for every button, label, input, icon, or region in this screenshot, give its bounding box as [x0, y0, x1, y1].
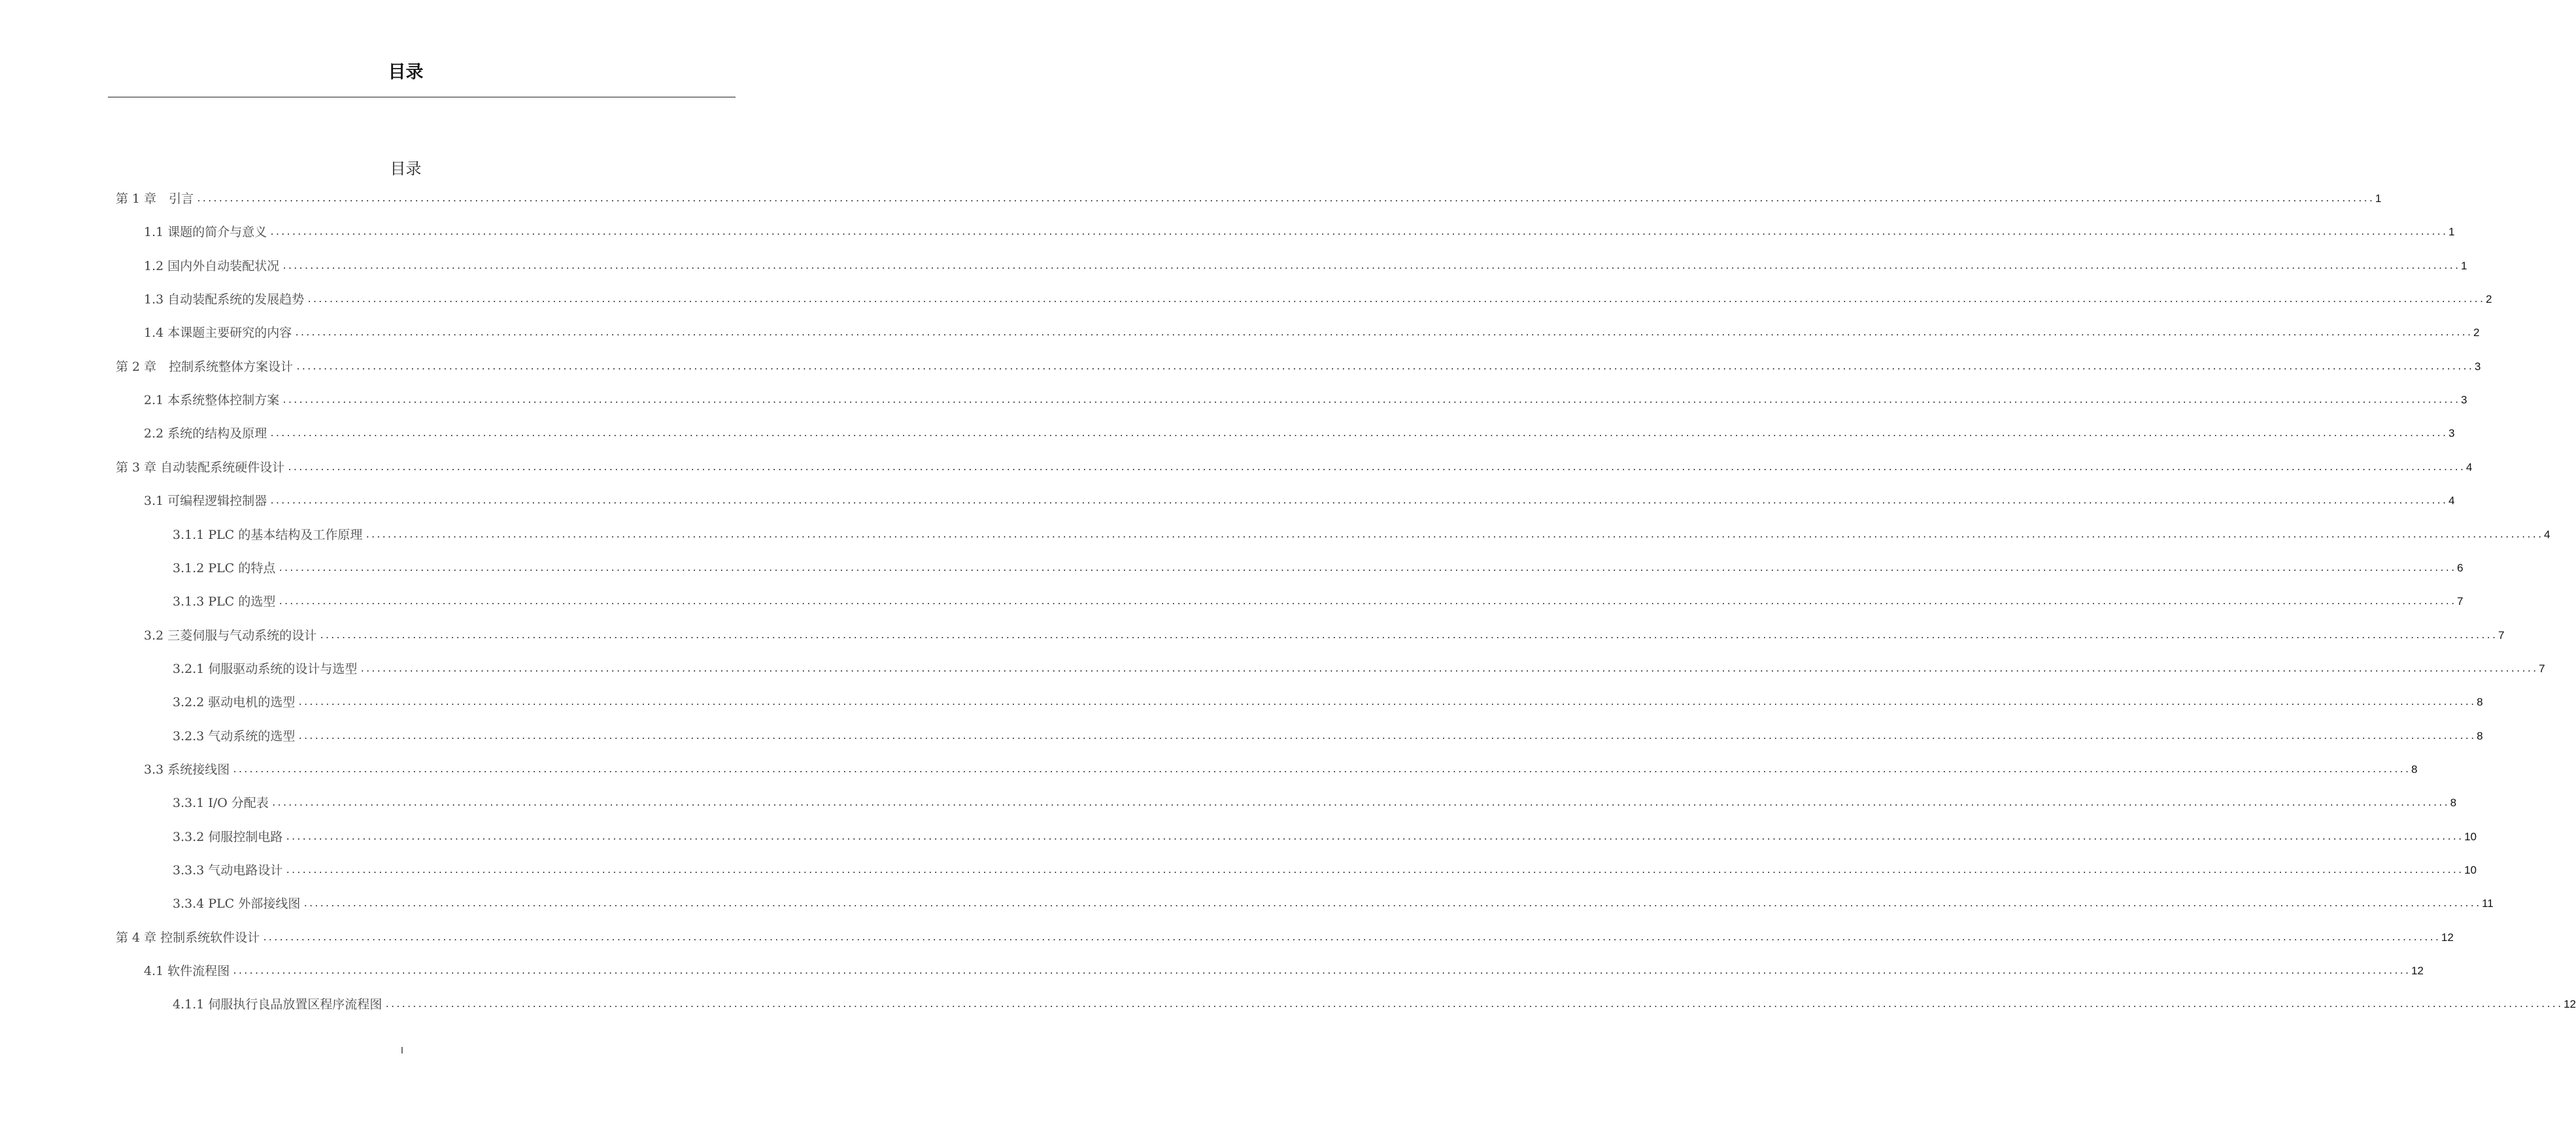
- toc-entry-label: 3.3.3 气动电路设计: [173, 863, 283, 878]
- toc-entry-page-number: 7: [2457, 595, 2464, 608]
- toc-entry[interactable]: [173, 793, 2457, 813]
- toc-entry[interactable]: [144, 390, 2467, 410]
- toc-dot-leader: ................................................................................................................................................................................................................................................................................................................................................................................................................: [303, 899, 2481, 910]
- toc-dot-leader: ................................................................................................................................................................................................................................................................................................................................................................................................................: [269, 228, 2447, 238]
- toc-dot-leader: ................................................................................................................................................................................................................................................................................................................................................................................................................: [271, 798, 2449, 809]
- toc-entry-label: 3.1.2 PLC 的特点: [173, 560, 276, 575]
- toc-dot-leader: ................................................................................................................................................................................................................................................................................................................................................................................................................: [294, 328, 2472, 339]
- toc-entry[interactable]: [144, 424, 2455, 443]
- toc-dot-leader: ................................................................................................................................................................................................................................................................................................................................................................................................................: [196, 194, 2374, 204]
- toc-entry-page-number: 10: [2464, 830, 2477, 843]
- toc-dot-leader: ................................................................................................................................................................................................................................................................................................................................................................................................................: [296, 362, 2473, 372]
- toc-dot-leader: ................................................................................................................................................................................................................................................................................................................................................................................................................: [297, 731, 2476, 742]
- toc-entry-page-number: 4: [2466, 460, 2473, 473]
- toc-entry[interactable]: [144, 323, 2480, 343]
- toc-dot-leader: ................................................................................................................................................................................................................................................................................................................................................................................................................: [365, 530, 2543, 540]
- toc-entry-page-number: 1: [2448, 226, 2455, 239]
- toc-entry[interactable]: [144, 626, 2505, 645]
- toc-entry-label: 1.3 自动装配系统的发展趋势: [144, 292, 305, 307]
- toc-entry-page-number: 4: [2448, 494, 2455, 507]
- toc-entry-page-number: 8: [2477, 696, 2483, 709]
- toc-dot-leader: ................................................................................................................................................................................................................................................................................................................................................................................................................: [285, 832, 2464, 842]
- toc-entry[interactable]: [173, 693, 2483, 712]
- toc-entry[interactable]: [173, 727, 2483, 746]
- toc-entry[interactable]: [116, 189, 2382, 209]
- toc-entry-page-number: 2: [2473, 326, 2480, 339]
- toc-dot-leader: ................................................................................................................................................................................................................................................................................................................................................................................................................: [297, 698, 2476, 708]
- toc-dot-leader: ................................................................................................................................................................................................................................................................................................................................................................................................................: [232, 967, 2410, 977]
- toc-entry-page-number: 12: [2441, 931, 2454, 944]
- toc-dot-leader: ................................................................................................................................................................................................................................................................................................................................................................................................................: [232, 764, 2410, 775]
- toc-entry-label: 3.3.1 I/O 分配表: [173, 796, 269, 811]
- toc-entry-page-number: 1: [2460, 259, 2467, 272]
- toc-entry-page-number: 4: [2544, 528, 2551, 541]
- toc-dot-leader: ................................................................................................................................................................................................................................................................................................................................................................................................................: [282, 261, 2460, 271]
- toc-dot-leader: ................................................................................................................................................................................................................................................................................................................................................................................................................: [269, 429, 2447, 439]
- toc-entry[interactable]: [116, 928, 2454, 948]
- toc-entry-page-number: 3: [2448, 427, 2455, 440]
- toc-entry-page-number: 8: [2477, 729, 2483, 742]
- toc-dot-leader: ................................................................................................................................................................................................................................................................................................................................................................................................................: [269, 496, 2447, 507]
- toc-dot-leader: ................................................................................................................................................................................................................................................................................................................................................................................................................: [360, 664, 2538, 674]
- toc-entry-label: 4.1 软件流程图: [144, 964, 230, 979]
- toc-dot-leader: ................................................................................................................................................................................................................................................................................................................................................................................................................: [282, 396, 2460, 406]
- toc-entry-page-number: 6: [2457, 561, 2464, 574]
- toc-dot-leader: ................................................................................................................................................................................................................................................................................................................................................................................................................: [262, 933, 2440, 943]
- toc-entry[interactable]: [173, 894, 2494, 914]
- page-header-title: 目录: [388, 62, 424, 82]
- toc-entry-label: 第 2 章 控制系统整体方案设计: [116, 359, 294, 374]
- toc-entry-page-number: 8: [2411, 762, 2418, 776]
- toc-entry-page-number: 8: [2450, 796, 2457, 810]
- toc-entry-page-number: 12: [2564, 998, 2576, 1011]
- toc-dot-leader: ................................................................................................................................................................................................................................................................................................................................................................................................................: [278, 563, 2456, 574]
- toc-entry[interactable]: [144, 222, 2455, 242]
- toc-entry[interactable]: [144, 256, 2467, 276]
- toc-entry[interactable]: [144, 491, 2455, 511]
- toc-entry[interactable]: [173, 827, 2477, 847]
- toc-entry[interactable]: [173, 995, 2576, 1014]
- toc-entry-label: 3.2.2 驱动电机的选型: [173, 695, 296, 710]
- toc-entry[interactable]: [173, 659, 2545, 679]
- toc-entry-label: 2.1 本系统整体控制方案: [144, 393, 280, 408]
- toc-entry-label: 第 1 章 引言: [116, 192, 194, 206]
- toc-entry-page-number: 3: [2474, 360, 2481, 373]
- toc-entry-page-number: 7: [2498, 628, 2505, 642]
- toc-entry-page-number: 3: [2460, 394, 2467, 407]
- toc-entry-label: 3.1.3 PLC 的选型: [173, 594, 276, 609]
- toc-entry-label: 第 3 章 自动装配系统硬件设计: [116, 460, 285, 475]
- toc-dot-leader: ................................................................................................................................................................................................................................................................................................................................................................................................................: [384, 1000, 2563, 1010]
- toc-dot-leader: ................................................................................................................................................................................................................................................................................................................................................................................................................: [287, 462, 2465, 473]
- toc-entry-label: 3.2 三菱伺服与气动系统的设计: [144, 628, 317, 643]
- toc-title: 目录: [390, 160, 422, 178]
- toc-entry-label: 1.4 本课题主要研究的内容: [144, 326, 292, 341]
- toc-entry[interactable]: [173, 861, 2477, 880]
- toc-entry[interactable]: [144, 760, 2418, 779]
- toc-entry[interactable]: [173, 592, 2464, 611]
- toc-entry-page-number: 7: [2539, 662, 2545, 675]
- page-number: I: [400, 1045, 404, 1056]
- toc-entry-label: 3.3.4 PLC 外部接线图: [173, 897, 301, 912]
- toc-dot-leader: ................................................................................................................................................................................................................................................................................................................................................................................................................: [307, 295, 2484, 305]
- toc-entry-page-number: 2: [2485, 293, 2492, 306]
- toc-entry-label: 1.2 国内外自动装配状况: [144, 258, 280, 273]
- toc-entry-label: 3.3 系统接线图: [144, 762, 230, 777]
- toc-entry-label: 2.2 系统的结构及原理: [144, 426, 267, 441]
- toc-entry-label: 3.1 可编程逻辑控制器: [144, 494, 267, 509]
- toc-entry-label: 3.2.1 伺服驱动系统的设计与选型: [173, 661, 358, 676]
- toc-entry-page-number: 10: [2464, 864, 2477, 876]
- toc-entry-label: 3.2.3 气动系统的选型: [173, 728, 296, 744]
- toc-dot-leader: ................................................................................................................................................................................................................................................................................................................................................................................................................: [278, 597, 2456, 608]
- toc-entry[interactable]: [116, 458, 2473, 477]
- toc-entry-label: 第 4 章 控制系统软件设计: [116, 930, 260, 945]
- toc-entry-label: 1.1 课题的简介与意义: [144, 225, 267, 240]
- toc-dot-leader: ................................................................................................................................................................................................................................................................................................................................................................................................................: [285, 866, 2464, 876]
- toc-entry-label: 4.1.1 伺服执行良品放置区程序流程图: [173, 997, 382, 1012]
- toc-entry-page-number: 12: [2411, 965, 2424, 978]
- toc-entry[interactable]: [173, 525, 2551, 545]
- toc-entry-label: 3.3.2 伺服控制电路: [173, 829, 283, 844]
- toc-dot-leader: ................................................................................................................................................................................................................................................................................................................................................................................................................: [319, 630, 2497, 641]
- toc-entry[interactable]: [173, 558, 2464, 578]
- toc-entry-page-number: 11: [2482, 897, 2494, 910]
- toc-entry[interactable]: [116, 357, 2481, 377]
- toc-entry[interactable]: [144, 961, 2424, 981]
- toc-entry[interactable]: [144, 290, 2492, 309]
- toc-entry-label: 3.1.1 PLC 的基本结构及工作原理: [173, 527, 363, 542]
- toc-entry-page-number: 1: [2375, 192, 2382, 205]
